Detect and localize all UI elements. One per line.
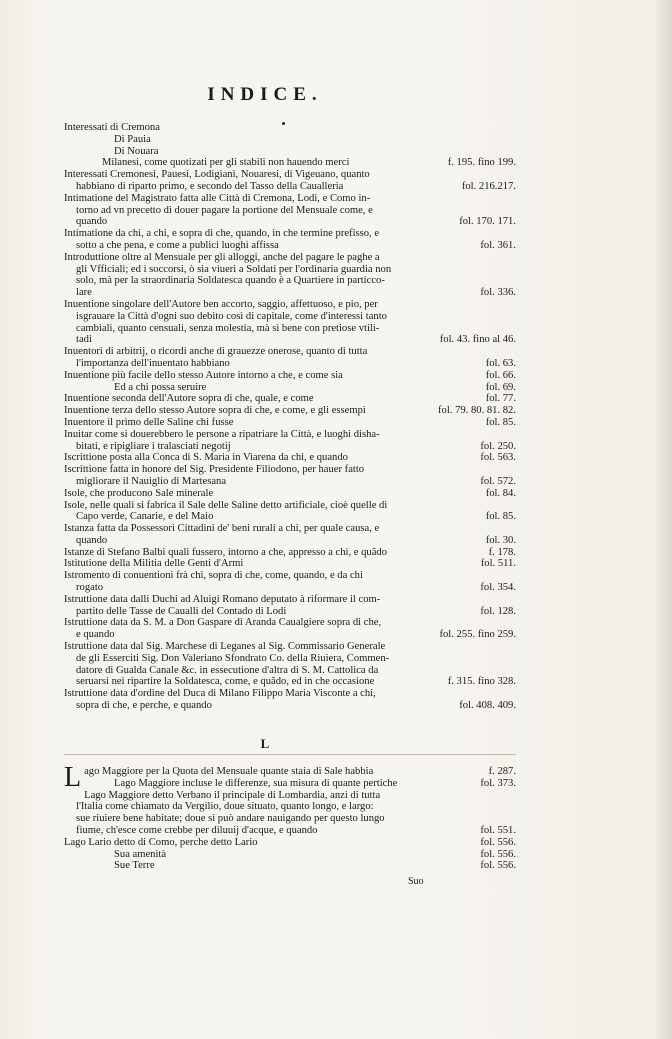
index-entry	[64, 488, 516, 500]
index-entry-text: l'importanza dell'inuentato habbiano	[76, 357, 230, 369]
index-entry-line	[64, 676, 516, 688]
index-entry-line	[64, 464, 516, 476]
folio-reference: f. 315. fino 328.	[447, 676, 516, 688]
index-entry-line	[64, 275, 516, 287]
index-entry-text: sopra di che, e perche, e quando	[76, 700, 212, 712]
index-entry-line	[64, 334, 516, 346]
index-entry-text: Intimatione da chi, a chi, e sopra di che, quando, in che termine prefisso, e	[64, 228, 380, 240]
index-entry-text: Istruttione data d'ordine del Duca di Milano Filippo Maria Visconte a chi,	[64, 688, 376, 700]
index-entry	[64, 299, 516, 346]
index-entry	[64, 464, 516, 488]
folio-reference: fol. 556.	[480, 848, 516, 860]
index-entry-text: Inuentione terza dello stesso Autore sopra di che, e come, e gli essempi	[64, 405, 366, 417]
index-entry-text: Istanze di Stefano Balbi quali fussero, intorno a che, appresso a chi, e quãdo	[64, 546, 388, 558]
index-entry-text: partito delle Tasse de Caualli del Contado di Lodi	[76, 605, 287, 617]
index-entry-text: migliorare il Nauiglio di Martesana	[76, 475, 227, 487]
index-entry-text: tadi	[76, 334, 92, 346]
index-entry-text: Introduttione oltre al Mensuale per gli alloggi, anche del pagare le paghe a	[64, 251, 380, 263]
index-entry-text: cambiali, quanto censuali, senza molestia, mà sì bene con pretiose vtili-	[76, 322, 380, 334]
index-entry-line	[64, 216, 516, 228]
index-entry-line	[64, 252, 516, 264]
folio-reference: fol. 511.	[480, 558, 516, 570]
index-entry-text: Isole, nelle quali si fabrica il Sale delle Saline detto artificiale, cioè quelle di	[64, 499, 388, 511]
index-section-i	[64, 122, 516, 712]
folio-reference: fol. 77.	[485, 393, 516, 405]
index-entry	[64, 860, 516, 872]
index-entry-line	[64, 417, 516, 429]
index-entry	[64, 570, 516, 594]
index-entry-text: Intimatione del Magistrato fatta alle Città di Cremona, Lodi, e Como in-	[64, 192, 371, 204]
index-entry	[64, 417, 516, 429]
folio-reference: fol. 128.	[480, 605, 516, 617]
index-entry-line	[64, 547, 516, 559]
index-entry-line	[64, 629, 516, 641]
index-entry-line	[64, 134, 516, 146]
index-entry-line	[64, 641, 516, 653]
folio-reference: fol. 551.	[480, 824, 516, 836]
index-entry	[64, 523, 516, 547]
index-entry-line	[64, 323, 516, 335]
index-entry-line	[64, 570, 516, 582]
index-entry-text: solo, mà per la straordinaria Soldatesca quando è a Quartiere in particco-	[76, 275, 385, 287]
index-entry	[64, 393, 516, 405]
index-entry	[64, 617, 516, 641]
index-entry-line	[64, 122, 516, 134]
index-entry-text: Inuentori di arbitrij, o ricordi anche di grauezze onerose, quanto di tutta	[64, 346, 368, 358]
index-entry-text: Iscrittione fatta in honore del Sig. Presidente Filiodono, per hauer fatto	[64, 464, 365, 476]
index-entry	[64, 134, 516, 146]
index-entry	[64, 157, 516, 169]
index-entry-line	[64, 287, 516, 299]
index-entry-line	[64, 370, 516, 382]
index-entry	[64, 641, 516, 688]
index-entry-line	[64, 778, 516, 790]
index-entry	[64, 547, 516, 559]
section-rule	[64, 754, 516, 755]
index-entry-line	[64, 146, 516, 158]
index-entry-line	[64, 240, 516, 252]
index-entry	[64, 558, 516, 570]
index-entry	[64, 169, 516, 193]
index-entry-text: habbiano di riparto primo, e secondo del Tasso della Caualleria	[76, 180, 344, 192]
index-entry-text: Sue Terre	[114, 860, 155, 872]
index-entry-line	[64, 358, 516, 370]
index-entry-text: quando	[76, 216, 108, 228]
folio-reference: fol. 408. 409.	[459, 700, 516, 712]
index-entry-text: Istanza fatta da Possessori Cittadini de' beni rurali a chi, per quale causa, e	[64, 523, 380, 535]
index-entry-text: Interessati di Cremona	[64, 122, 160, 133]
folio-reference: fol. 373.	[480, 777, 516, 789]
index-entry-text: Lago Maggiore detto Verbano il principale di Lombardia, anzi di tutta	[84, 789, 381, 801]
index-entry-line	[64, 405, 516, 417]
index-entry-line	[64, 523, 516, 535]
folio-reference: f. 195. fino 199.	[447, 157, 516, 169]
index-entry-text: sotto a che pena, e come a publici luoghi affissa	[76, 239, 279, 251]
index-entry-line	[64, 665, 516, 677]
folio-reference: fol. 79. 80. 81. 82.	[438, 405, 516, 417]
folio-reference: fol. 572.	[480, 475, 516, 487]
index-entry	[64, 252, 516, 299]
index-entry-text: Inuitar come si douerebbero le persone a ripatriare la Città, e luoghi disha-	[64, 428, 380, 440]
index-entry-line	[64, 511, 516, 523]
index-entry-text: l'Italia come chiamato da Vergilio, doue situato, quanto longo, e largo:	[76, 801, 374, 813]
index-entry-line	[64, 790, 516, 802]
index-entry-text: Lago Maggiore incluse le differenze, sua misura di quante pertiche	[114, 777, 398, 789]
index-entry-line	[64, 299, 516, 311]
index-entry-text: isgrauare la Città d'ogni suo debito così di capitale, come d'interessi tanto	[76, 310, 387, 322]
index-entry	[64, 146, 516, 158]
index-entry	[64, 500, 516, 524]
folio-reference: fol. 43. fino al 46.	[439, 334, 516, 346]
index-entry-line	[64, 617, 516, 629]
folio-reference: fol. 556.	[480, 860, 516, 872]
index-entry-line	[64, 535, 516, 547]
index-entry-line	[64, 688, 516, 700]
index-entry	[64, 790, 516, 837]
index-entry-text: Istruttione data da S. M. a Don Gaspare di Aranda Caualgiere sopra di che,	[64, 617, 382, 629]
index-entry-line	[64, 801, 516, 813]
index-entry-text: Capo verde, Canarie, e del Maio	[76, 511, 214, 523]
index-entry-line	[64, 382, 516, 394]
index-entry-text: Sua amenità	[114, 848, 167, 860]
index-entry-text: fiume, ch'esce come crebbe per diluuij d'acque, e quando	[76, 824, 318, 836]
section-letter: L	[260, 736, 270, 751]
index-entry-text: bitati, e ripigliare i tralasciati negotij	[76, 440, 231, 452]
index-entry-line	[64, 582, 516, 594]
index-entry-line	[64, 228, 516, 240]
index-entry	[64, 594, 516, 618]
index-entry-text: Milanesi, come quotizati per gli stabili non hauendo merci	[102, 157, 350, 169]
index-entry-line	[64, 813, 516, 825]
index-entry-line	[64, 825, 516, 837]
index-entry-text: torno ad vn precetto di douer pagare la portione del Mensuale come, e	[76, 204, 373, 216]
index-entry-text: Inuentione singolare dell'Autore ben accorto, saggio, affettuoso, e pio, per	[64, 298, 378, 310]
index-entry	[64, 452, 516, 464]
index-entry-text: sue riuiere bene habitate; doue si può andare nauigando per questo lungo	[76, 813, 385, 825]
index-entry-line	[64, 488, 516, 500]
folio-reference: fol. 354.	[480, 582, 516, 594]
index-entry	[64, 193, 516, 228]
folio-reference: fol. 30.	[485, 534, 516, 546]
index-entry-text: datore di Gualda Canale &c. in essecutione d'altra di S. M. Cattolica da	[76, 664, 379, 676]
index-entry	[64, 849, 516, 861]
index-entry	[64, 837, 516, 849]
index-entry	[64, 370, 516, 382]
folio-reference: fol. 361.	[480, 239, 516, 251]
index-entry-text: ago Maggiore per la Quota del Mensuale quante staia di Sale habbia	[84, 766, 374, 777]
index-entry-text: de gli Esserciti Sig. Don Valeriano Sfondrato Co. della Riuiera, Commen-	[76, 652, 390, 664]
index-entry	[64, 688, 516, 712]
folio-reference: fol. 563.	[480, 452, 516, 464]
drop-cap: L	[64, 762, 82, 793]
index-entry-line	[64, 193, 516, 205]
index-entry	[64, 382, 516, 394]
index-entry	[64, 778, 516, 790]
index-entry	[64, 346, 516, 370]
index-entry-text: Di Pauia	[114, 133, 151, 145]
catchword: Suo	[408, 876, 424, 887]
index-entry-line	[64, 837, 516, 849]
index-entry-text: Ed a chi possa seruire	[114, 381, 207, 393]
index-entry-text: Inuentione più facile dello stesso Autore intorno a che, e come sia	[64, 369, 343, 381]
index-entry-text: lare	[76, 287, 92, 299]
index-entry-line	[64, 181, 516, 193]
folio-reference: fol. 69.	[485, 381, 516, 393]
index-entry	[64, 405, 516, 417]
index-entry-line	[64, 311, 516, 323]
index-entry	[64, 429, 516, 453]
index-entry-line	[64, 452, 516, 464]
index-entry-line	[64, 205, 516, 217]
index-entry-text: Iscrittione posta alla Conca di S. Maria in Viarena da chi, e quando	[64, 452, 348, 464]
folio-reference: fol. 85.	[485, 511, 516, 523]
index-entry-text: Lago Lario detto di Como, perche detto Lario	[64, 836, 258, 848]
index-entry-text: Interessati Cremonesi, Pauesi, Lodigiani, Nouaresi, di Vigeuano, quanto	[64, 169, 370, 181]
index-entry-line	[64, 346, 516, 358]
index-entry-text: rogato	[76, 582, 104, 594]
index-entry-text: gli Vfficiali; ed i soccorsi, ò sia viueri a Soldati per l'ordinaria guardia non	[76, 263, 392, 275]
folio-reference: fol. 66.	[485, 369, 516, 381]
index-section-l	[64, 762, 516, 872]
index-entry-text: Istruttione data dal Sig. Marchese di Leganes al Sig. Commissario Generale	[64, 641, 386, 653]
folio-reference: f. 287.	[488, 766, 516, 777]
folio-reference: fol. 556.	[480, 836, 516, 848]
index-entry-line	[64, 860, 516, 872]
index-entry-text: Di Nouara	[114, 145, 159, 157]
folio-reference: fol. 85.	[485, 416, 516, 428]
index-entry-line	[64, 264, 516, 276]
index-entry-text: Istruttione data dalli Duchi ad Aluigi Romano deputato à riformare il com-	[64, 593, 381, 605]
index-entry-line	[64, 429, 516, 441]
index-entry	[64, 228, 516, 252]
index-entry-line	[64, 558, 516, 570]
index-entry	[64, 122, 516, 134]
folio-reference: f. 178.	[488, 546, 516, 558]
index-entry-line	[64, 169, 516, 181]
index-entry-text: Inuentione seconda dell'Autore sopra di che, quale, e come	[64, 393, 314, 405]
index-entry-line	[64, 653, 516, 665]
index-entry-text: Isole, che producono Sale minerale	[64, 487, 214, 499]
index-entry-line	[64, 500, 516, 512]
folio-reference: fol. 170. 171.	[459, 216, 516, 228]
page-title: INDICE.	[207, 84, 323, 105]
index-entry-line	[64, 594, 516, 606]
index-entry-line	[64, 441, 516, 453]
index-entry-line	[64, 157, 516, 169]
folio-reference: fol. 336.	[480, 287, 516, 299]
index-entry-line	[64, 849, 516, 861]
page-edge-shadow	[654, 0, 672, 1039]
index-entry-text: Istitutione della Militia delle Genti d'Armi	[64, 558, 244, 570]
index-entry-text: quando	[76, 534, 108, 546]
folio-reference: fol. 84.	[485, 487, 516, 499]
index-entry-text: Inuentore il primo delle Saline chi fusse	[64, 416, 234, 428]
folio-reference: fol. 63.	[485, 357, 516, 369]
folio-reference: fol. 216.217.	[461, 180, 516, 192]
index-entry-text: Istromento di conuentioni frà chi, sopra di che, come, quando, e da chi	[64, 570, 363, 582]
folio-reference: fol. 255. fino 259.	[439, 629, 516, 641]
index-entry-line	[64, 606, 516, 618]
index-entry-text: e quando	[76, 629, 115, 641]
index-entry-line	[64, 700, 516, 712]
folio-reference: fol. 250.	[480, 440, 516, 452]
index-entry-text: seruarsi nei ripartire la Soldatesca, come, e quãdo, ed in che occasione	[76, 676, 375, 688]
index-entry-line	[64, 476, 516, 488]
index-entry-line	[64, 393, 516, 405]
